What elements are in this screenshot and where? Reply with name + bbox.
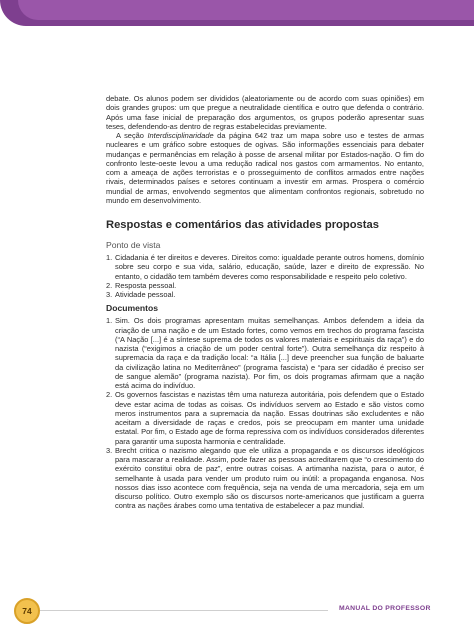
- documentos-heading: Documentos: [106, 303, 159, 314]
- intro-paragraph-1: debate. Os alunos podem ser divididos (aleatoriamente ou de acordo com suas opiniões) em dois grandes grupos: um que pregue a neutralidade científica e outro que defenda o contrário. Após uma fase inicial de preparação dos argumentos, os grupos poderão apresentar suas teses, defendendo-as dentro de regras estabelecidas previamente.: [106, 94, 424, 131]
- intro-paragraph-2: [106, 131, 424, 205]
- ponto-de-vista-heading: Ponto de vista: [106, 240, 161, 250]
- item-number: 2.: [106, 390, 113, 400]
- item-text: Atividade pessoal.: [115, 290, 176, 299]
- list-item: [106, 316, 424, 390]
- documentos-list: [106, 316, 424, 510]
- item-number: 1.: [106, 253, 113, 262]
- top-band-highlight: [18, 0, 474, 20]
- list-item: [106, 390, 424, 446]
- item-number: 1.: [106, 316, 113, 326]
- p2-pre: A seção: [116, 131, 148, 140]
- item-text: Brecht critica o nazismo alegando que ele utiliza a propaganda e os discursos ideológicos para mascarar a realidade. Assim, pode fazer as pessoas acreditarem que “o crescimento do exército constitui obra de paz”, entre outras coisas. A artimanha nazista, para o autor, é semelhante à usada para vender um produto ruim ou inútil: a propaganda enganosa. Nos nossos dias isso acontece com frequência, seja na venda de uma mercadoria, seja em um discurso político. Outro exemplo são os discursos norte-americanos que justificam a guerra contra as nações árabes como uma tentativa de estabelecer a paz mundial.: [115, 445, 424, 511]
- item-number: 3.: [106, 445, 113, 455]
- page-content: [106, 94, 424, 511]
- list-item: [106, 281, 424, 290]
- page-number-badge: 74: [14, 598, 40, 624]
- list-item: [106, 446, 424, 511]
- item-number: 3.: [106, 290, 113, 299]
- item-number: 2.: [106, 280, 113, 290]
- p2-emphasis: Interdisciplinaridade: [147, 131, 214, 140]
- manual-label: MANUAL DO PROFESSOR: [339, 605, 431, 612]
- footer-divider: [36, 610, 328, 611]
- item-text: Os governos fascistas e nazistas têm uma natureza autoritária, pois defendem que o Estado deve estar acima de todas as coisas. Os indivíduos servem ao Estado e são vistos como meros instrumentos para a supremacia da nação. Essas doutrinas são excludentes e não aceitam a diversidade de raças e credos, pois se preocupam em manter uma unidade estatal. Por fim, o Estado age de forma repressiva com os indivíduos considerados diferentes para garantir uma suposta harmonia e centralidade.: [115, 390, 424, 446]
- item-text: Sim. Os dois programas apresentam muitas semelhanças. Ambos defendem a ideia da criação de uma nação e de um Estado fortes, como vemos em trechos do programa fascista (“A Nação [...] é a síntese suprema de todos os valores materiais e espirituais da raça”) e do nazista (“exigimos a criação de um poder central forte”). Outra semelhança diz respeito à supremacia da raça e da tradição local: “a Itália [...] deve preencher sua função de baluarte da civilização latina no Mediterrâneo” (programa fascista) e “para ser cidadão é preciso ser de sangue alemão” (programa nazista). Por fim, os dois programas afirmam que a nação está acima do indivíduo.: [115, 316, 424, 390]
- p2-post: da página 642 traz um mapa sobre uso e testes de armas nucleares e um gráfico sobre estoques de ogivas. São informações essenciais para debater mudanças e permanências em relação à posse de arsenal militar por Estados-nação. O fim do confronto leste-oeste levou a uma redução radical nos gastos com armamentos. No entanto, com a ameaça de ações terroristas e o prosseguimento de conflitos armados entre nações rivais, determinados países e setores continuam a investir em armas. Prospera o comércio mundial de armas, envolvendo segmentos que alimentam confrontos regionais, sobretudo no mundo em desenvolvimento.: [106, 131, 424, 205]
- list-item: [106, 253, 424, 281]
- list-item: [106, 290, 424, 299]
- ponto-de-vista-list: [106, 253, 424, 299]
- item-text: Resposta pessoal.: [115, 280, 177, 290]
- item-text: Cidadania é ter direitos e deveres. Direitos como: igualdade perante outros homens, domínio sobre seu corpo e sua vida, salário, educação, saúde, lazer e direito de expressão. No entanto, o cidadão tem também deveres como responsabilidade e respeito pelo coletivo.: [115, 253, 424, 281]
- section-title: Respostas e comentários das atividades propostas: [106, 219, 379, 231]
